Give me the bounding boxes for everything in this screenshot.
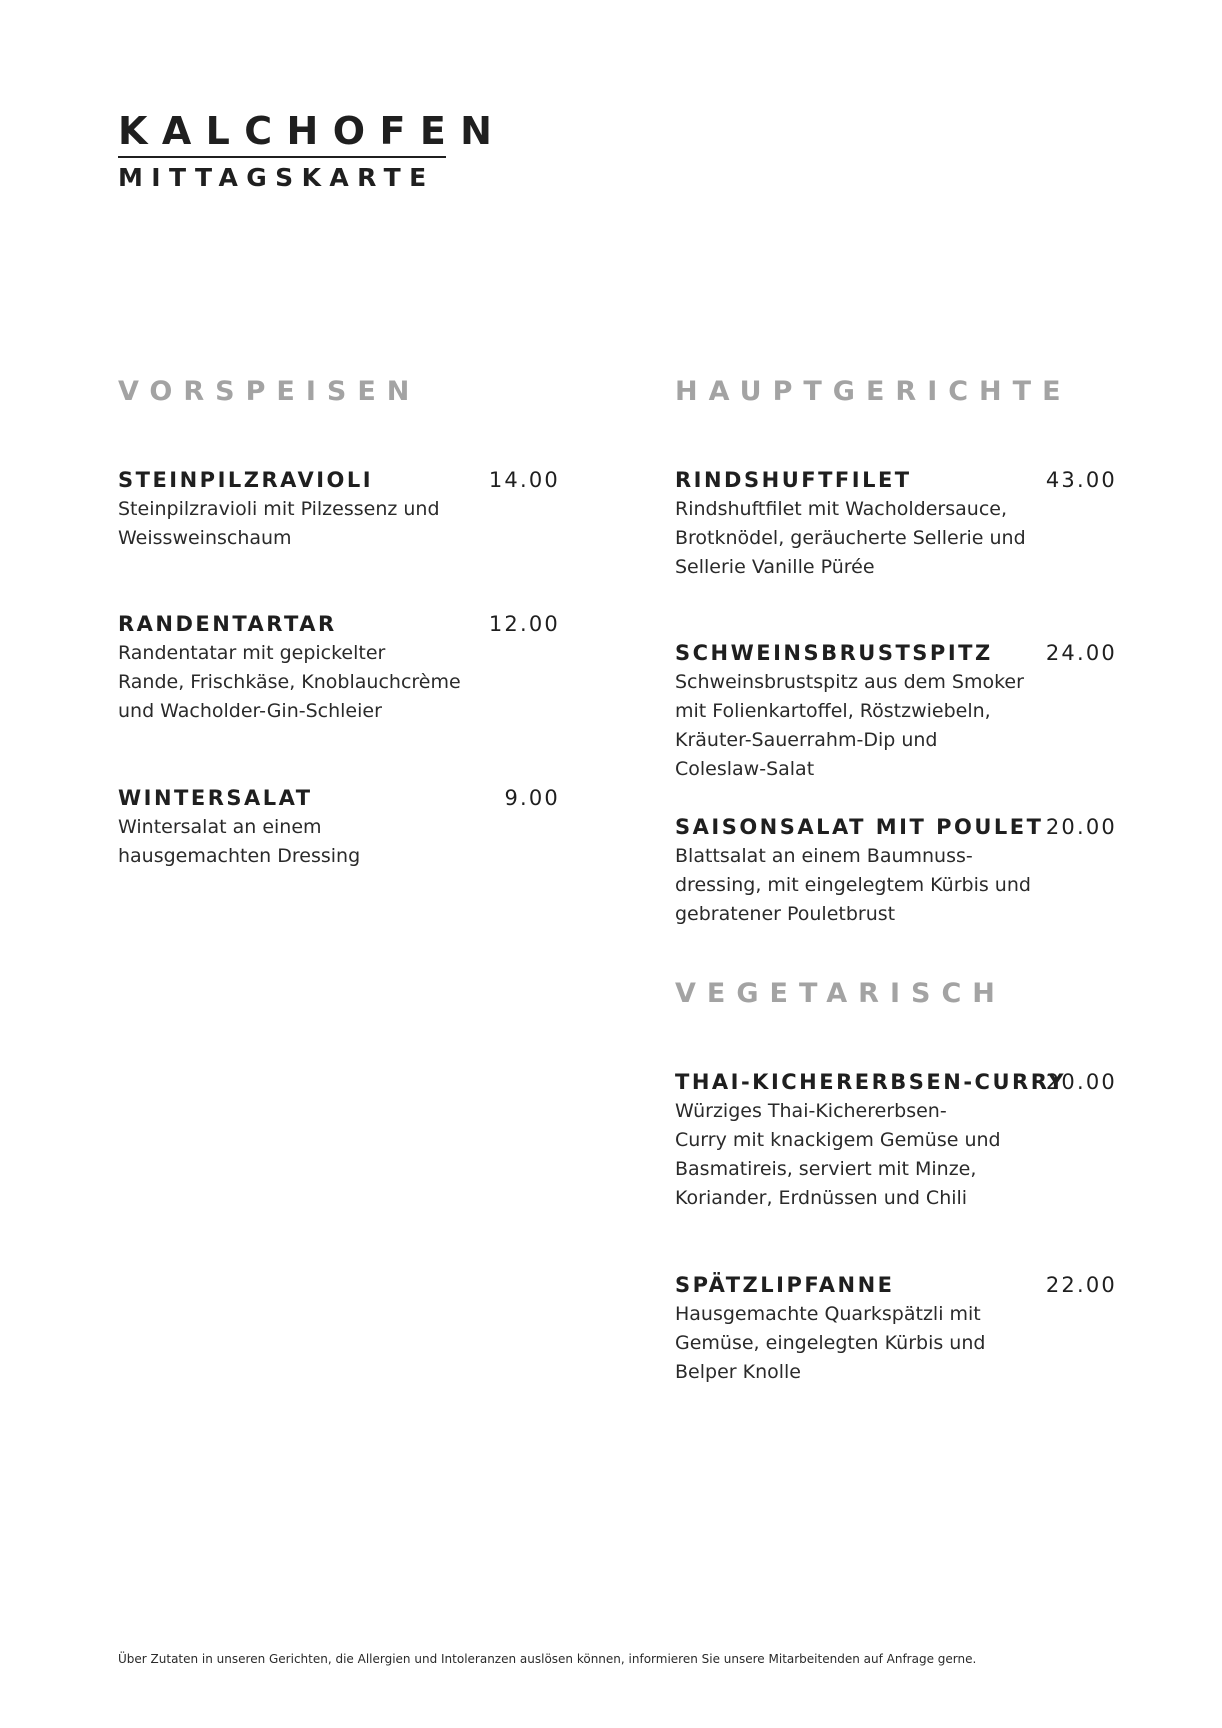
description-line: Würziges Thai-Kichererbsen- <box>675 1100 947 1122</box>
dish-name: STEINPILZRAVIOLI <box>118 468 374 492</box>
description-line: Curry mit knackigem Gemüse und <box>675 1129 1001 1151</box>
dish-price: 12.00 <box>488 612 560 636</box>
dish-randentartar <box>118 609 560 726</box>
dish-price: 43.00 <box>1045 468 1117 492</box>
description-line: Steinpilzravioli mit Pilzessenz und <box>118 498 440 520</box>
description-line: Brotknödel, geräucherte Sellerie und <box>675 527 1026 549</box>
dish-description <box>675 495 1035 582</box>
dish-wintersalat <box>118 783 560 871</box>
dish-price: 14.00 <box>488 468 560 492</box>
description-line: Belper Knolle <box>675 1361 801 1383</box>
dish-steinpilzravioli <box>118 465 560 553</box>
description-line: Kräuter-Sauerrahm-Dip und <box>675 729 938 751</box>
description-line: Randentatar mit gepickelter <box>118 642 386 664</box>
description-line: gebratener Pouletbrust <box>675 903 896 925</box>
dish-price: 20.00 <box>1045 815 1117 839</box>
description-line: Rande, Frischkäse, Knoblauchcrème <box>118 671 461 693</box>
description-line: Blattsalat an einem Baumnuss- <box>675 845 973 867</box>
dish-name: SAISONSALAT MIT POULET <box>675 815 1044 839</box>
brand-name: KALCHOFEN <box>118 109 507 153</box>
section-title-vorspeisen: VORSPEISEN <box>118 376 421 407</box>
dish-thai-kichererbsen-curry <box>675 1067 1117 1213</box>
dish-price: 22.00 <box>1045 1273 1117 1297</box>
dish-description <box>118 639 478 726</box>
dish-name: THAI-KICHERERBSEN-CURRY <box>675 1070 1066 1094</box>
description-line: Sellerie Vanille Pürée <box>675 556 875 578</box>
dish-saisonsalat-mit-poulet <box>675 812 1117 929</box>
dish-price: 9.00 <box>504 786 560 810</box>
dish-name: SCHWEINSBRUSTSPITZ <box>675 641 993 665</box>
logo-divider <box>118 156 446 158</box>
dish-price: 24.00 <box>1045 641 1117 665</box>
dish-name: RINDSHUFTFILET <box>675 468 912 492</box>
dish-price: 20.00 <box>1045 1070 1117 1094</box>
description-line: Coleslaw-Salat <box>675 758 815 780</box>
description-line: Hausgemachte Quarkspätzli mit <box>675 1303 981 1325</box>
logo <box>118 109 507 192</box>
description-line: Basmatireis, serviert mit Minze, <box>675 1158 977 1180</box>
dish-description <box>675 1300 1035 1387</box>
description-line: Koriander, Erdnüssen und Chili <box>675 1187 968 1209</box>
description-line: und Wacholder-Gin-Schleier <box>118 700 382 722</box>
section-title-hauptgerichte: HAUPTGERICHTE <box>675 376 1072 407</box>
dish-description <box>118 495 478 553</box>
menu-subtitle: MITTAGSKARTE <box>118 163 435 192</box>
dish-name: SPÄTZLIPFANNE <box>675 1273 895 1297</box>
description-line: Gemüse, eingelegten Kürbis und <box>675 1332 986 1354</box>
description-line: Weissweinschaum <box>118 527 292 549</box>
description-line: Wintersalat an einem <box>118 816 322 838</box>
description-line: hausgemachten Dressing <box>118 845 361 867</box>
dish-name: WINTERSALAT <box>118 786 313 810</box>
description-line: Rindshuftfilet mit Wacholdersauce, <box>675 498 1007 520</box>
description-line: mit Folienkartoffel, Röstzwiebeln, <box>675 700 991 722</box>
description-line: dressing, mit eingelegtem Kürbis und <box>675 874 1031 896</box>
description-line: Schweinsbrustspitz aus dem Smoker <box>675 671 1024 693</box>
dish-description <box>675 668 1035 784</box>
section-title-vegetarisch: VEGETARISCH <box>675 978 1006 1009</box>
dish-schweinsbrustspitz <box>675 638 1117 784</box>
allergen-note: Über Zutaten in unseren Gerichten, die Allergien und Intoleranzen auslösen können, informieren Sie unsere Mitarbeitenden auf Anfrage gerne. <box>118 1652 977 1666</box>
dish-description <box>675 842 1035 929</box>
dish-description <box>118 813 478 871</box>
dish-name: RANDENTARTAR <box>118 612 337 636</box>
dish-spaetzlipfanne <box>675 1270 1117 1387</box>
dish-description <box>675 1097 1035 1213</box>
dish-rindshuftfilet <box>675 465 1117 582</box>
